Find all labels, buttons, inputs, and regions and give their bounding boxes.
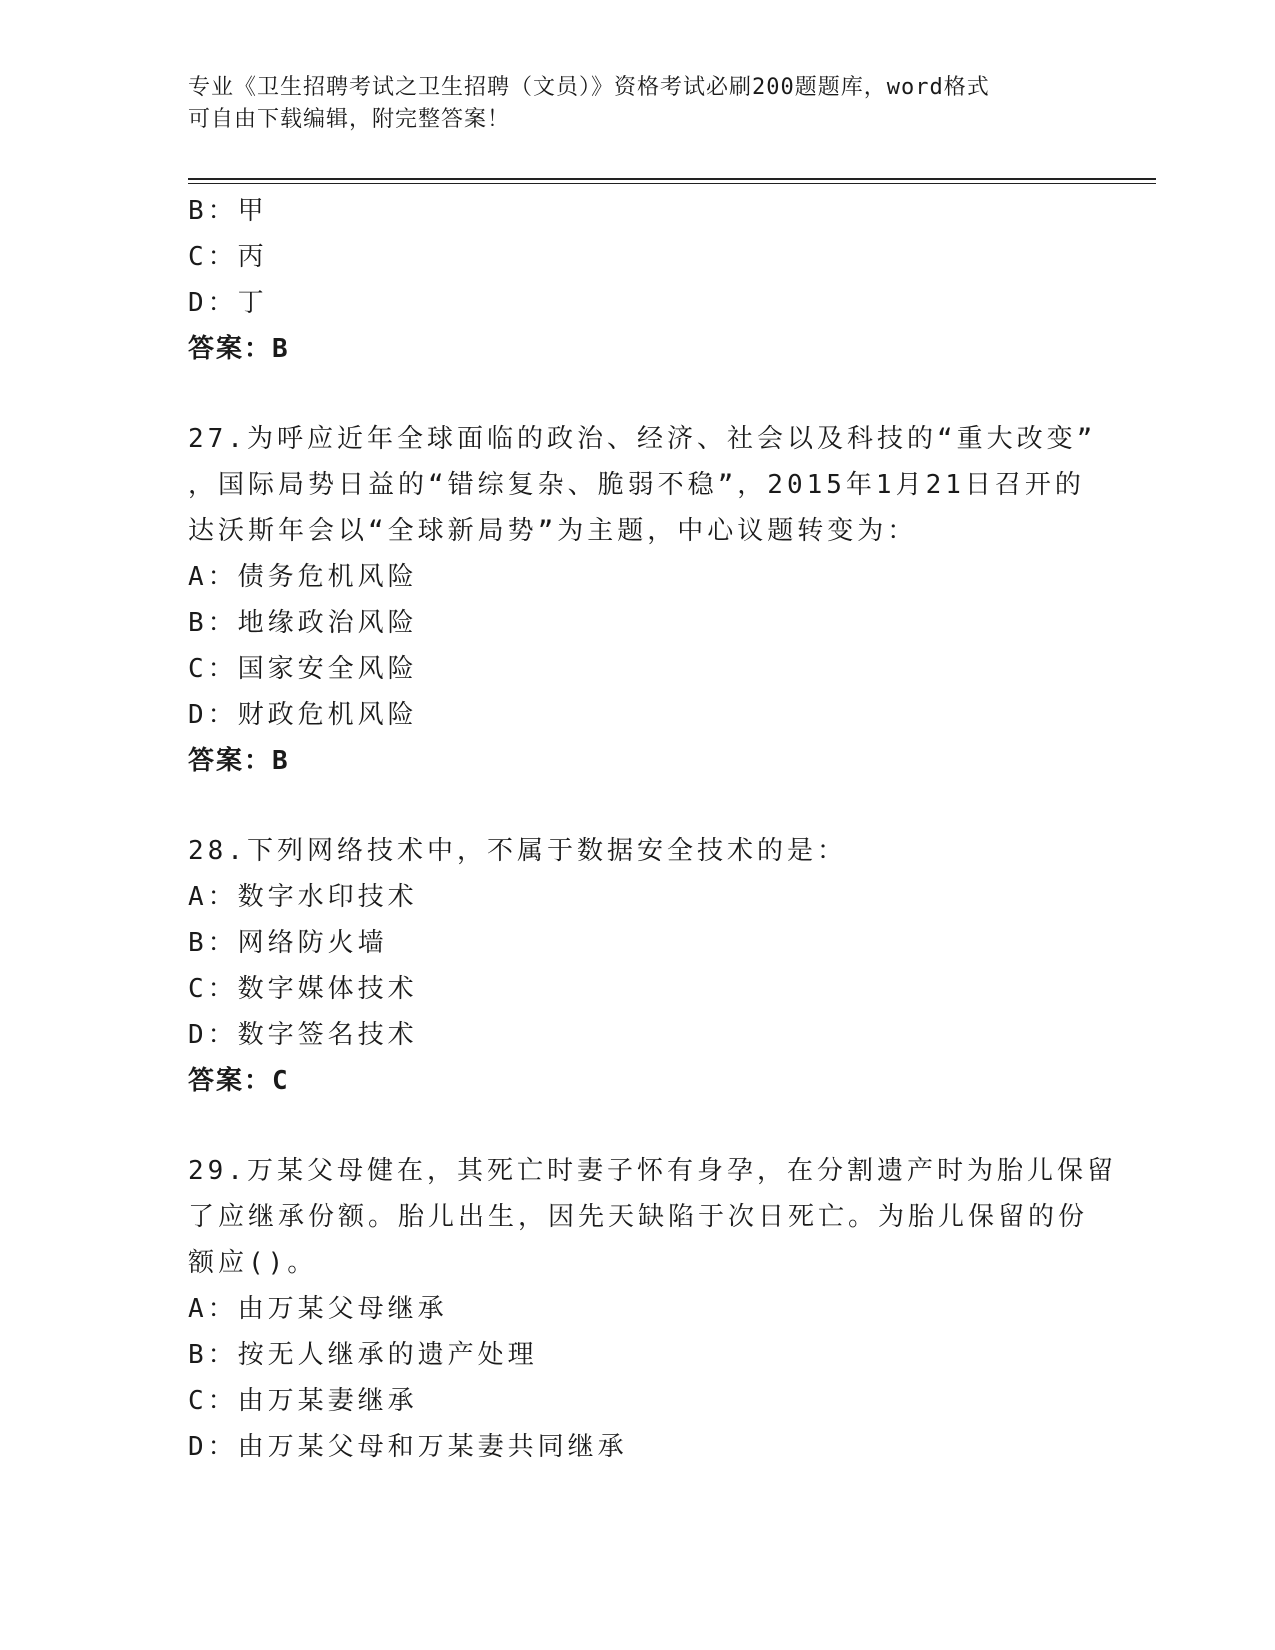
option-line: C：丙 — [188, 242, 268, 272]
option-line: D：由万某父母和万某妻共同继承 — [188, 1432, 628, 1462]
option-line: A：数字水印技术 — [188, 882, 418, 912]
option-line: C：数字媒体技术 — [188, 974, 418, 1004]
option-line: A：由万某父母继承 — [188, 1294, 448, 1324]
question-stem-line: 27.为呼应近年全球面临的政治、经济、社会以及科技的“重大改变” — [188, 424, 1097, 454]
spacer — [188, 784, 1088, 828]
option-line: B：地缘政治风险 — [188, 608, 418, 638]
answer-line: 答案：B — [188, 334, 290, 364]
spacer — [188, 372, 1088, 416]
header-line-1: 专业《卫生招聘考试之卫生招聘（文员）》资格考试必刷200题题库，word格式 — [188, 75, 990, 100]
option-line: C：由万某妻继承 — [188, 1386, 418, 1416]
option-line: D：财政危机风险 — [188, 700, 418, 730]
question-block-28 — [188, 828, 1088, 1104]
option-line: B：甲 — [188, 196, 268, 226]
page-header — [188, 72, 1068, 136]
question-block-27 — [188, 416, 1097, 784]
answer-line: 答案：C — [188, 1066, 290, 1096]
answer-line: 答案：B — [188, 746, 290, 776]
option-line: B：按无人继承的遗产处理 — [188, 1340, 538, 1370]
spacer — [188, 1104, 1088, 1148]
header-line-2: 可自由下载编辑，附完整答案！ — [188, 107, 511, 132]
option-line: C：国家安全风险 — [188, 654, 418, 684]
prev-question-block — [188, 188, 1088, 372]
question-content — [188, 188, 1117, 1470]
question-block-29 — [188, 1148, 1117, 1470]
header-divider-thick — [188, 178, 1156, 180]
question-stem-line: 了应继承份额。胎儿出生，因先天缺陷于次日死亡。为胎儿保留的份 — [188, 1202, 1089, 1232]
question-stem-line: ，国际局势日益的“错综复杂、脆弱不稳”，2015年1月21日召开的 — [188, 470, 1085, 500]
option-line: D：丁 — [188, 288, 268, 318]
option-line: D：数字签名技术 — [188, 1020, 418, 1050]
question-stem-line: 达沃斯年会以“全球新局势”为主题，中心议题转变为： — [188, 516, 918, 546]
option-line: A：债务危机风险 — [188, 562, 418, 592]
header-divider-thin — [188, 183, 1156, 184]
question-stem-line: 额应()。 — [188, 1248, 318, 1278]
question-stem-line: 28.下列网络技术中，不属于数据安全技术的是： — [188, 836, 847, 866]
question-stem-line: 29.万某父母健在，其死亡时妻子怀有身孕，在分割遗产时为胎儿保留 — [188, 1156, 1117, 1186]
option-line: B：网络防火墙 — [188, 928, 388, 958]
